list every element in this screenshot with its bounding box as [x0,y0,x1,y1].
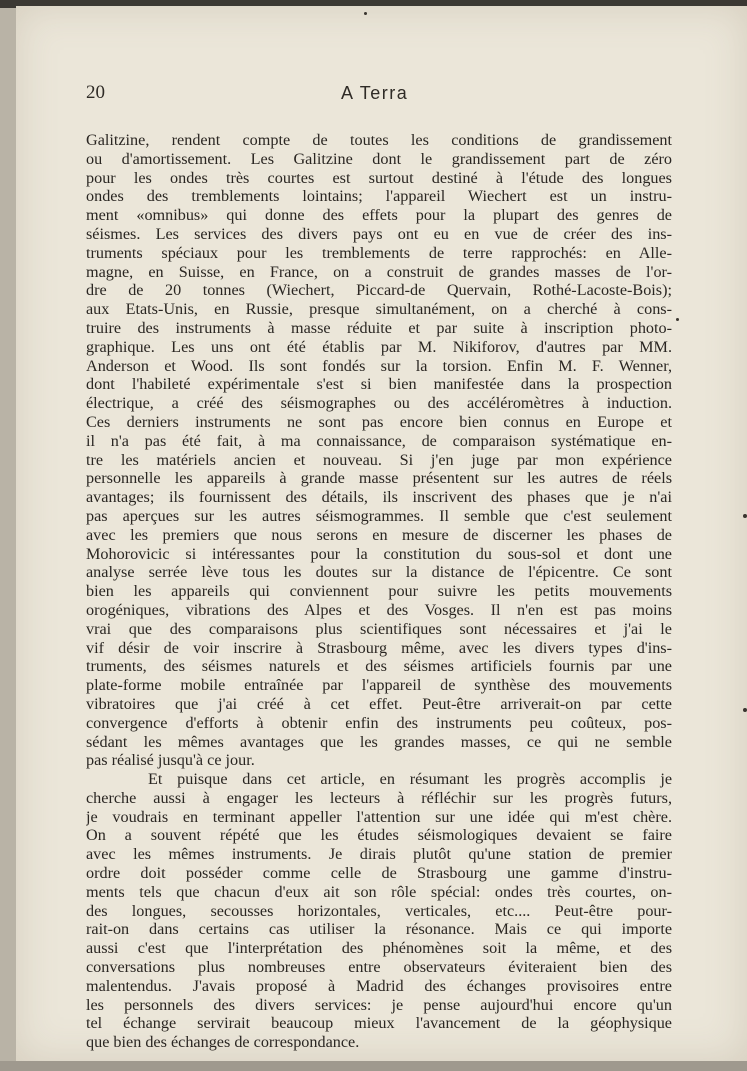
text-line: ou d'amortissement. Les Galitzine dont le grandissement part de zéro [86,149,672,168]
text-line: pas aperçues sur les autres séismogrammes. Il semble que c'est seulement [86,506,672,525]
text-line: convergence d'efforts à obtenir enfin des instruments peu coûteux, pos- [86,713,672,732]
text-line: rait-on dans certains cas utiliser la résonance. Mais ce qui importe [86,920,672,939]
text-line: graphique. Les uns ont été établis par M. Nikiforov, d'autres par MM. [86,337,672,356]
text-line: que bien des échanges de correspondance. [86,1033,360,1052]
text-line: cherche aussi à engager les lecteurs à réfléchir sur les progrès futurs, [86,788,672,807]
text-line: conversations plus nombreuses entre observateurs éviteraient bien des [86,958,672,977]
text-line: dont l'habileté expérimentale s'est si bien manifestée dans la prospection [86,375,672,394]
text-line: pas réalisé jusqu'à ce jour. [86,751,255,770]
text-line: Ces derniers instruments ne sont pas encore bien connus en Europe et [86,412,672,431]
text-line: tre les matériels ancien et nouveau. Si j'en juge par mon expérience [86,450,672,469]
text-line: Galitzine, rendent compte de toutes les conditions de grandissement [86,131,672,149]
margin-speck [676,318,679,321]
text-line: orogéniques, vibrations des Alpes et des Vosges. Il n'en est pas moins [86,600,672,619]
text-line: avantages; ils fournissent des détails, ils inscrivent des phases que je n'ai [86,488,672,507]
text-line: magne, en Suisse, en France, on a construit de grandes masses de l'or- [86,262,672,281]
running-title: A Terra [341,83,409,103]
text-line: vibratoires que j'ai créé à cet effet. Peut-être arriverait-on par cette [86,694,672,713]
text-line: truments spéciaux pour les tremblements de terre rapprochés: en Alle- [86,243,672,262]
text-line: des longues, secousses horizontales, verticales, etc.... Peut-être pour- [86,901,672,920]
text-line: vif désir de voir inscrire à Strasbourg même, avec les divers types d'ins- [86,638,672,657]
text-line: truire des instruments à masse réduite et par suite à inscription photo- [86,318,672,337]
text-line: tel échange servirait beaucoup mieux l'avancement de la géophysique [86,1014,672,1033]
text-line: avec les premiers que nous serons en mesure de discerner les phases de [86,525,672,544]
body-text [86,131,672,1052]
text-line: sédant les mêmes avantages que les grandes masses, ce qui ne semble [86,732,672,751]
text-line: ments tels que chacun d'eux ait son rôle spécial: ondes très courtes, on- [86,882,672,901]
text-line: aux Etats-Unis, en Russie, presque simultanément, on a cherché à cons- [86,300,672,319]
text-line: je voudrais en terminant appeller l'attention sur une idée qui m'est chère. [86,807,672,826]
margin-speck [364,12,367,15]
text-line: dre de 20 tonnes (Wiechert, Piccard-de Quervain, Rothé-Lacoste-Bois); [86,281,672,300]
text-line: Et puisque dans cet article, en résumant les progrès accomplis je [148,770,672,789]
text-line: avec les mêmes instruments. Je dirais plutôt qu'une station de premier [86,845,672,864]
text-line: électrique, a créé des séismographes ou des accéléromètres à induction. [86,394,672,413]
text-line: analyse serrée lève tous les doutes sur la distance de l'épicentre. Ce sont [86,563,672,582]
text-line: Mohorovicic si intéressantes pour la constitution du sous-sol et dont une [86,544,672,563]
text-line: ordre doit posséder comme celle de Strasbourg une gamme d'instru- [86,864,672,883]
text-line: plate-forme mobile entraînée par l'appareil de synthèse des mouvements [86,676,672,695]
text-line: séismes. Les services des divers pays ont eu en vue de créer des ins- [86,224,672,243]
margin-speck [743,514,747,518]
text-line: malentendus. J'avais proposé à Madrid des échanges provisoires entre [86,976,672,995]
scan-bottom-border [0,1061,747,1071]
text-line: les personnels des divers services: je pense aujourd'hui encore qu'un [86,995,672,1014]
text-line: personnelle les appareils à grande masse présentent sur les autres de réels [86,469,672,488]
text-line: pour les ondes très courtes est surtout destiné à l'étude des longues [86,168,672,187]
text-line: il n'a pas été fait, à ma connaissance, de comparaison systématique en- [86,431,672,450]
margin-speck [743,708,747,712]
text-line: aussi c'est que l'interprétation des phénomènes soit la même, et des [86,939,672,958]
text-line: On a souvent répété que les études séismologiques devaient se faire [86,826,672,845]
text-line: bien les appareils qui conviennent pour suivre les petits mouvements [86,582,672,601]
text-line: ondes des tremblements lointains; l'appareil Wiechert est un instru- [86,187,672,206]
page-number: 20 [86,82,105,103]
text-line: vrai que des comparaisons plus scientifiques sont nécessaires et j'ai le [86,619,672,638]
text-line: ment «omnibus» qui donne des effets pour la plupart des genres de [86,206,672,225]
text-line: Anderson et Wood. Ils sont fondés sur la torsion. Enfin M. F. Wenner, [86,356,672,375]
text-line: truments, des séismes naturels et des séismes artificiels fournis par une [86,657,672,676]
page-header [86,82,672,108]
